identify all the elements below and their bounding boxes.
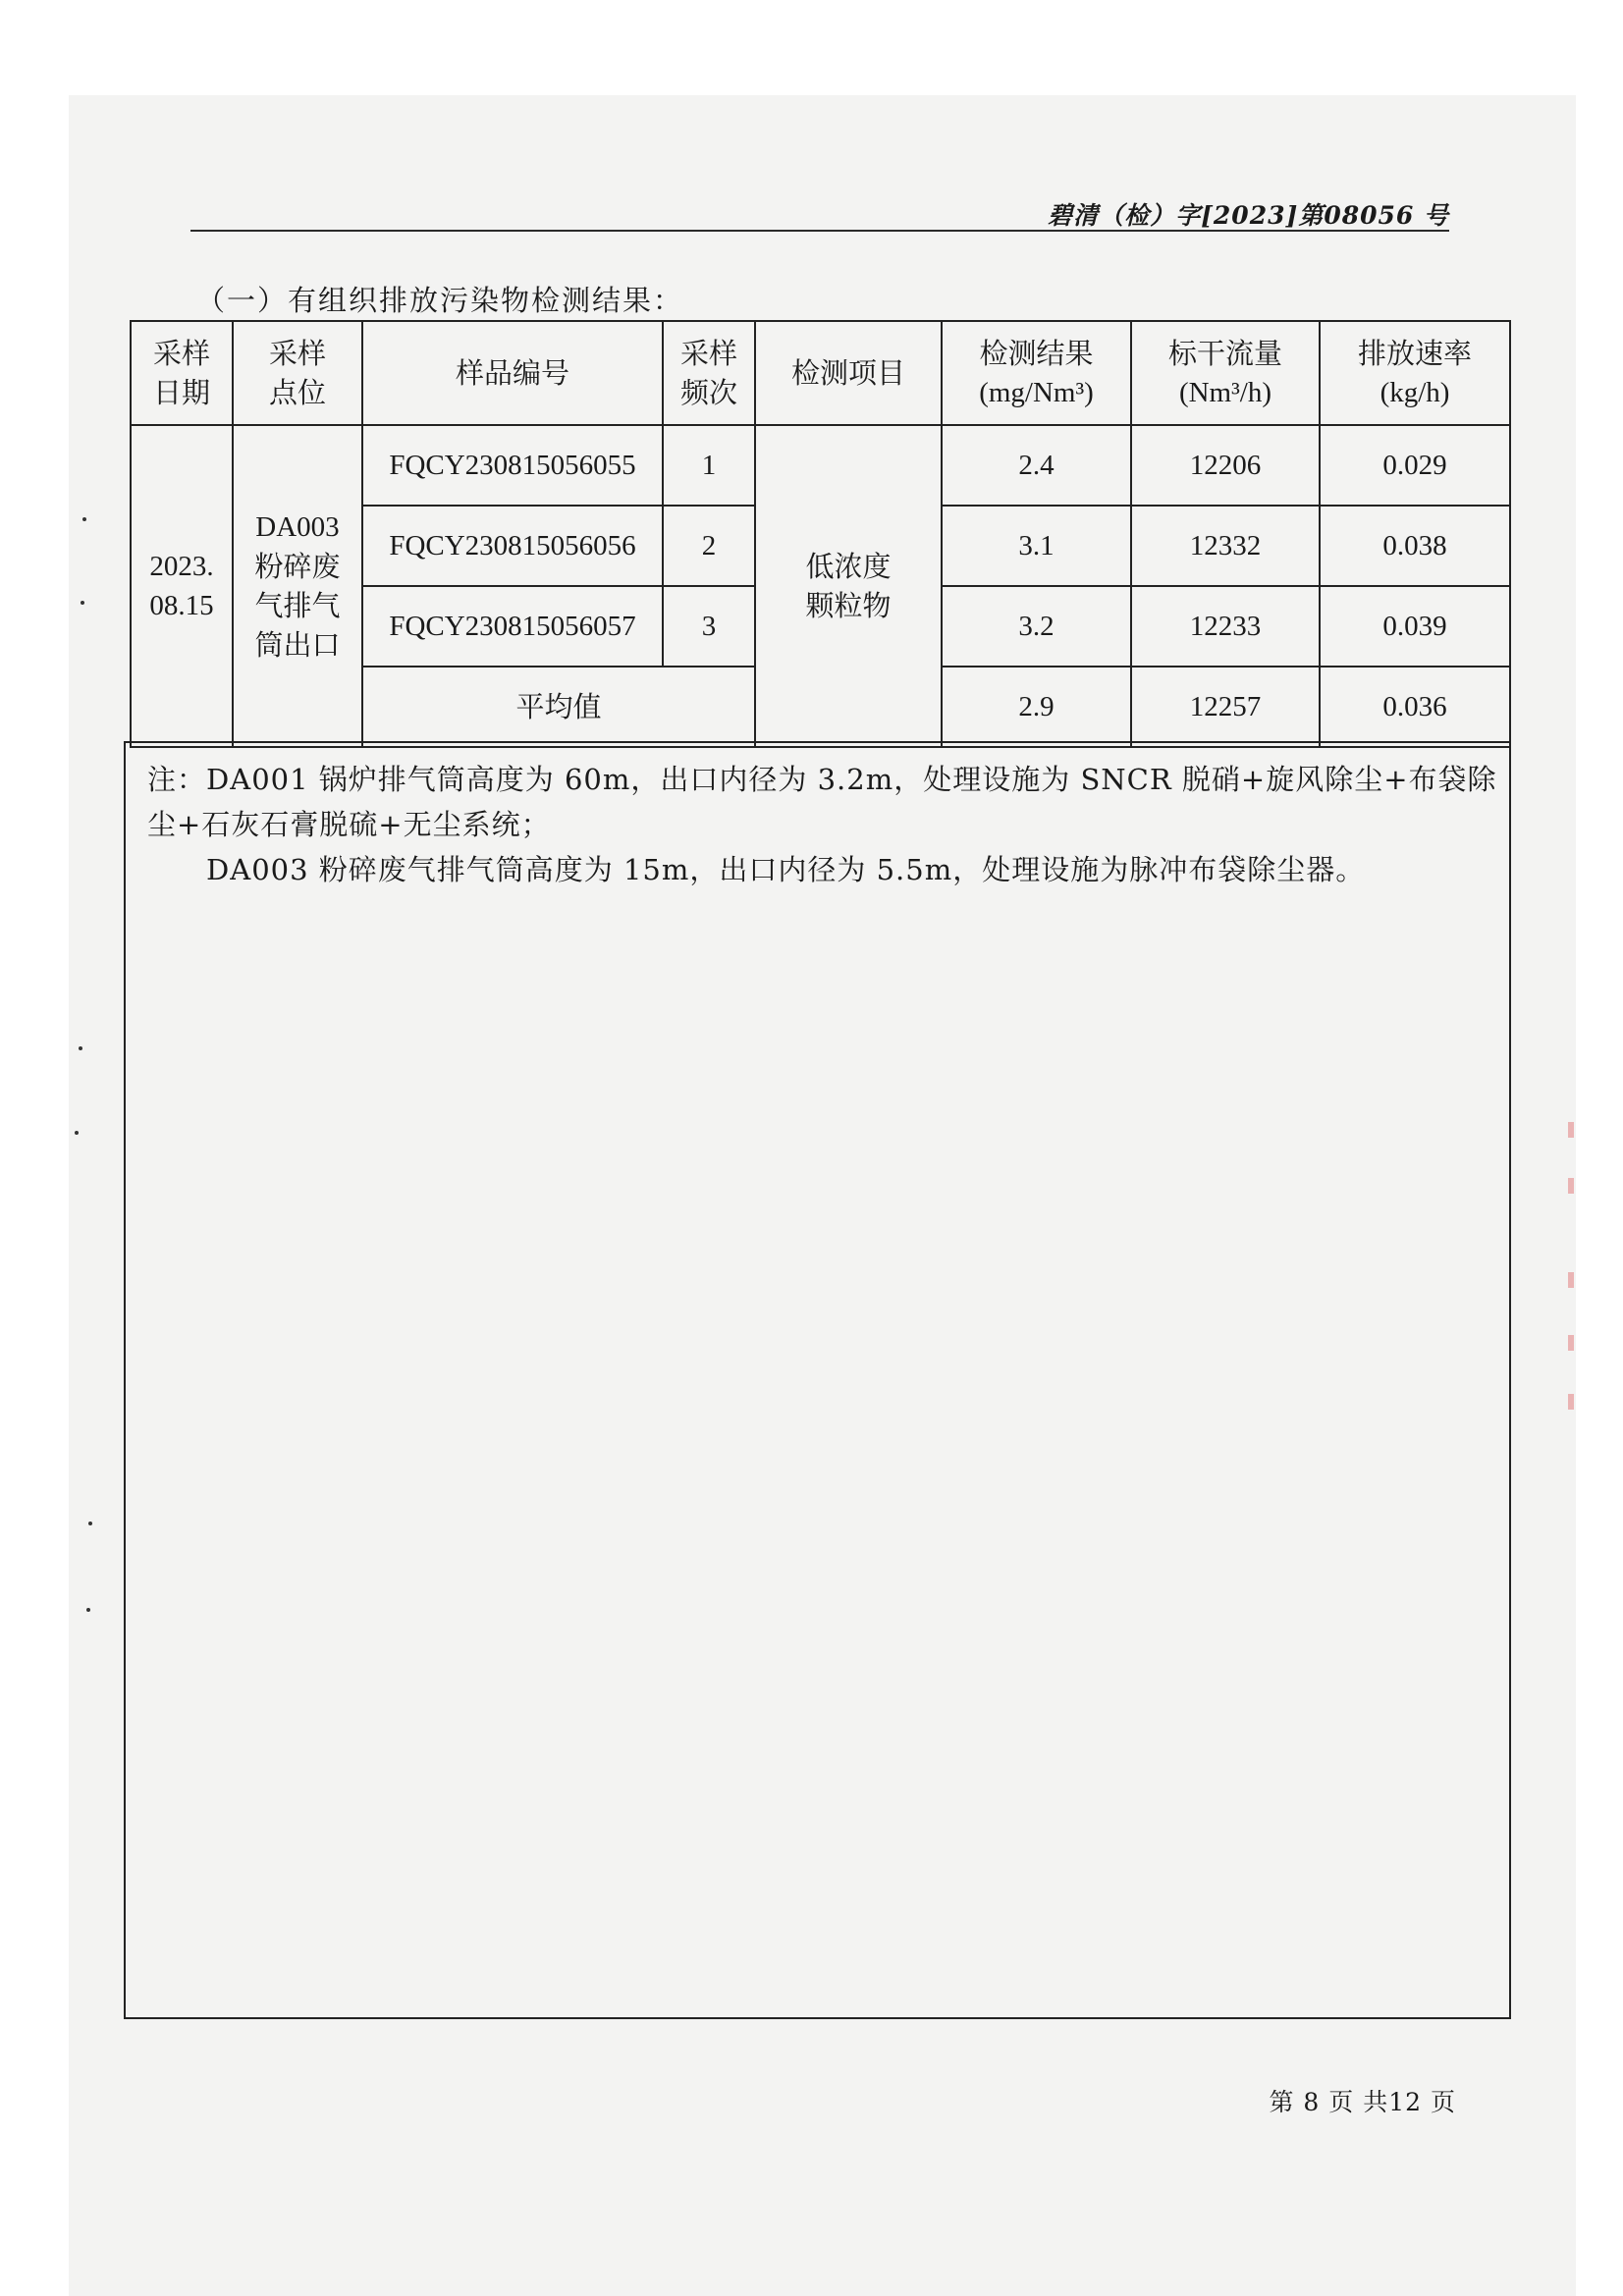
average-label-cell: 平均值 — [362, 667, 755, 747]
header-frequency: 采样 频次 — [663, 321, 755, 425]
result-cell: 2.4 — [942, 425, 1131, 506]
rate-cell: 0.029 — [1320, 425, 1510, 506]
sample-id-cell: FQCY230815056055 — [362, 425, 663, 506]
sampling-point-cell: DA003 粉碎废 气排气 筒出口 — [233, 425, 362, 747]
sample-id-cell: FQCY230815056057 — [362, 586, 663, 667]
frequency-cell: 1 — [663, 425, 755, 506]
rate-cell: 0.038 — [1320, 506, 1510, 586]
header-test-item: 检测项目 — [755, 321, 942, 425]
header-flow: 标干流量 (Nm³/h) — [1131, 321, 1320, 425]
binding-hole-mark — [88, 1522, 92, 1525]
results-table-container — [130, 320, 1509, 748]
frequency-cell: 3 — [663, 586, 755, 667]
seal-edge-mark — [1568, 1272, 1574, 1288]
header-sampling-date: 采样 日期 — [131, 321, 233, 425]
header-sample-id: 样品编号 — [362, 321, 663, 425]
result-cell: 3.2 — [942, 586, 1131, 667]
table-header-row — [131, 321, 1510, 425]
header-test-result: 检测结果 (mg/Nm³) — [942, 321, 1131, 425]
average-result-cell: 2.9 — [942, 667, 1131, 747]
seal-edge-mark — [1568, 1394, 1574, 1410]
flow-cell: 12206 — [1131, 425, 1320, 506]
binding-hole-mark — [86, 1608, 90, 1612]
average-flow-cell: 12257 — [1131, 667, 1320, 747]
seal-edge-mark — [1568, 1122, 1574, 1138]
sampling-date-cell: 2023. 08.15 — [131, 425, 233, 747]
report-code: 碧清（检）字[2023]第08056 号 — [1048, 201, 1449, 230]
flow-cell: 12233 — [1131, 586, 1320, 667]
page-number: 第 8 页 共12 页 — [1269, 2088, 1456, 2116]
binding-hole-mark — [82, 517, 86, 521]
seal-edge-mark — [1568, 1178, 1574, 1194]
note-da001: 注：DA001 锅炉排气筒高度为 60m，出口内径为 3.2m，处理设施为 SNCR 脱硝+旋风除尘+布袋除尘+石灰石膏脱硫+无尘系统； — [147, 763, 1497, 841]
header-emission-rate: 排放速率 (kg/h) — [1320, 321, 1510, 425]
note-da003: DA003 粉碎废气排气筒高度为 15m，出口内径为 5.5m，处理设施为脉冲布袋除尘器。 — [206, 853, 1366, 886]
seal-edge-mark — [1568, 1335, 1574, 1351]
sample-id-cell: FQCY230815056056 — [362, 506, 663, 586]
header-divider — [190, 230, 1449, 232]
flow-cell: 12332 — [1131, 506, 1320, 586]
rate-cell: 0.039 — [1320, 586, 1510, 667]
binding-hole-mark — [75, 1131, 79, 1135]
test-item-cell: 低浓度 颗粒物 — [755, 425, 942, 747]
binding-hole-mark — [79, 1046, 82, 1050]
results-table — [130, 320, 1511, 748]
table-row — [131, 425, 1510, 506]
notes-box — [124, 741, 1511, 2019]
frequency-cell: 2 — [663, 506, 755, 586]
average-rate-cell: 0.036 — [1320, 667, 1510, 747]
section-title: （一）有组织排放污染物检测结果： — [196, 284, 684, 317]
header-sampling-point: 采样 点位 — [233, 321, 362, 425]
result-cell: 3.1 — [942, 506, 1131, 586]
binding-hole-mark — [81, 601, 84, 605]
